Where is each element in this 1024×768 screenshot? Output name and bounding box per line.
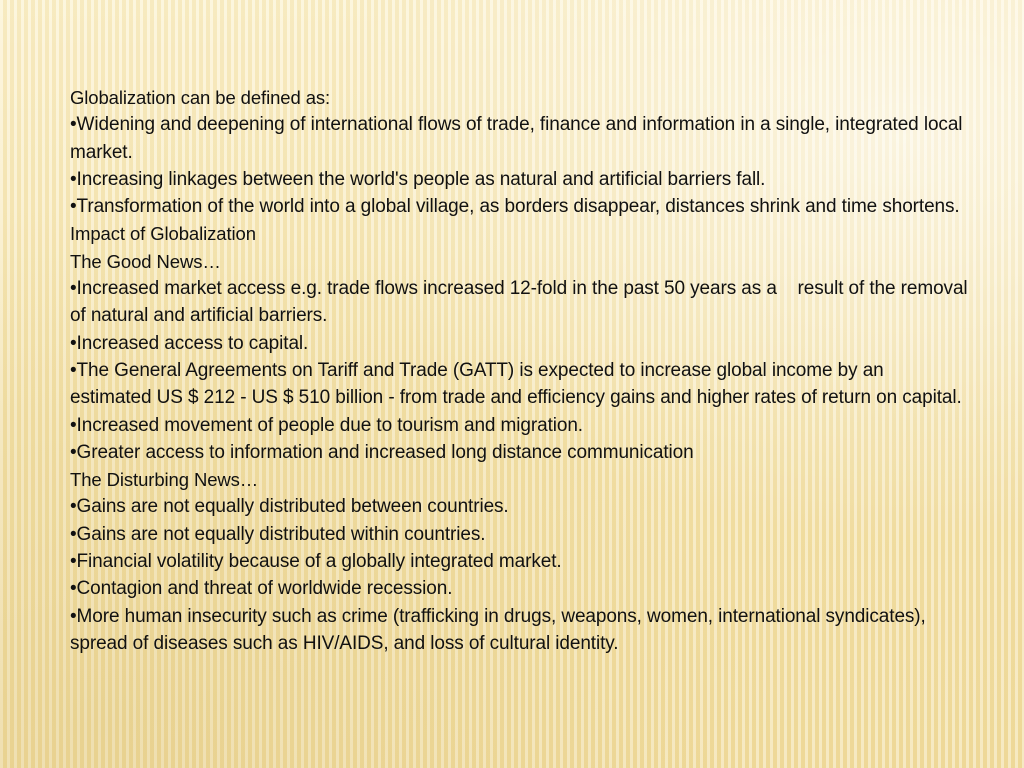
disturbing-news-point: •Gains are not equally distributed between countries. bbox=[70, 496, 509, 518]
good-news-point: •Greater access to information and increased long distance communication bbox=[70, 441, 694, 463]
disturbing-news-heading: The Disturbing News… bbox=[70, 469, 259, 491]
definition-point: •Widening and deepening of international flows of trade, finance and information in a single, integrated local market. bbox=[70, 114, 963, 163]
slide-text-body bbox=[70, 84, 973, 657]
good-news-point: •Increased access to capital. bbox=[70, 332, 309, 354]
good-news-point: •The General Agreements on Tariff and Trade (GATT) is expected to increase global income by an estimated US $ 212 - US $ 510 billion - from trade and efficiency gains and higher rates of return on capital. bbox=[70, 359, 962, 409]
good-news-point: •Increased movement of people due to tourism and migration. bbox=[70, 414, 583, 436]
disturbing-news-point: •Financial volatility because of a globally integrated market. bbox=[70, 551, 562, 573]
impact-heading: Impact of Globalization bbox=[70, 223, 256, 245]
disturbing-news-point: •Gains are not equally distributed within countries. bbox=[70, 523, 486, 545]
disturbing-news-point: •Contagion and threat of worldwide recession. bbox=[70, 578, 453, 600]
disturbing-news-point: •More human insecurity such as crime (trafficking in drugs, weapons, women, international syndicates), spread of diseases such as HIV/AIDS, and loss of cultural identity. bbox=[70, 605, 926, 654]
definition-point: •Transformation of the world into a global village, as borders disappear, distances shrink and time shortens. bbox=[70, 196, 960, 218]
definition-heading: Globalization can be defined as: bbox=[70, 87, 331, 108]
good-news-heading: The Good News… bbox=[70, 250, 221, 272]
definition-point: •Increasing linkages between the world's people as natural and artificial barriers fall. bbox=[70, 168, 766, 190]
good-news-point: •Increased market access e.g. trade flows increased 12-fold in the past 50 years as a result of the removal of natural and artificial barriers. bbox=[70, 278, 973, 327]
